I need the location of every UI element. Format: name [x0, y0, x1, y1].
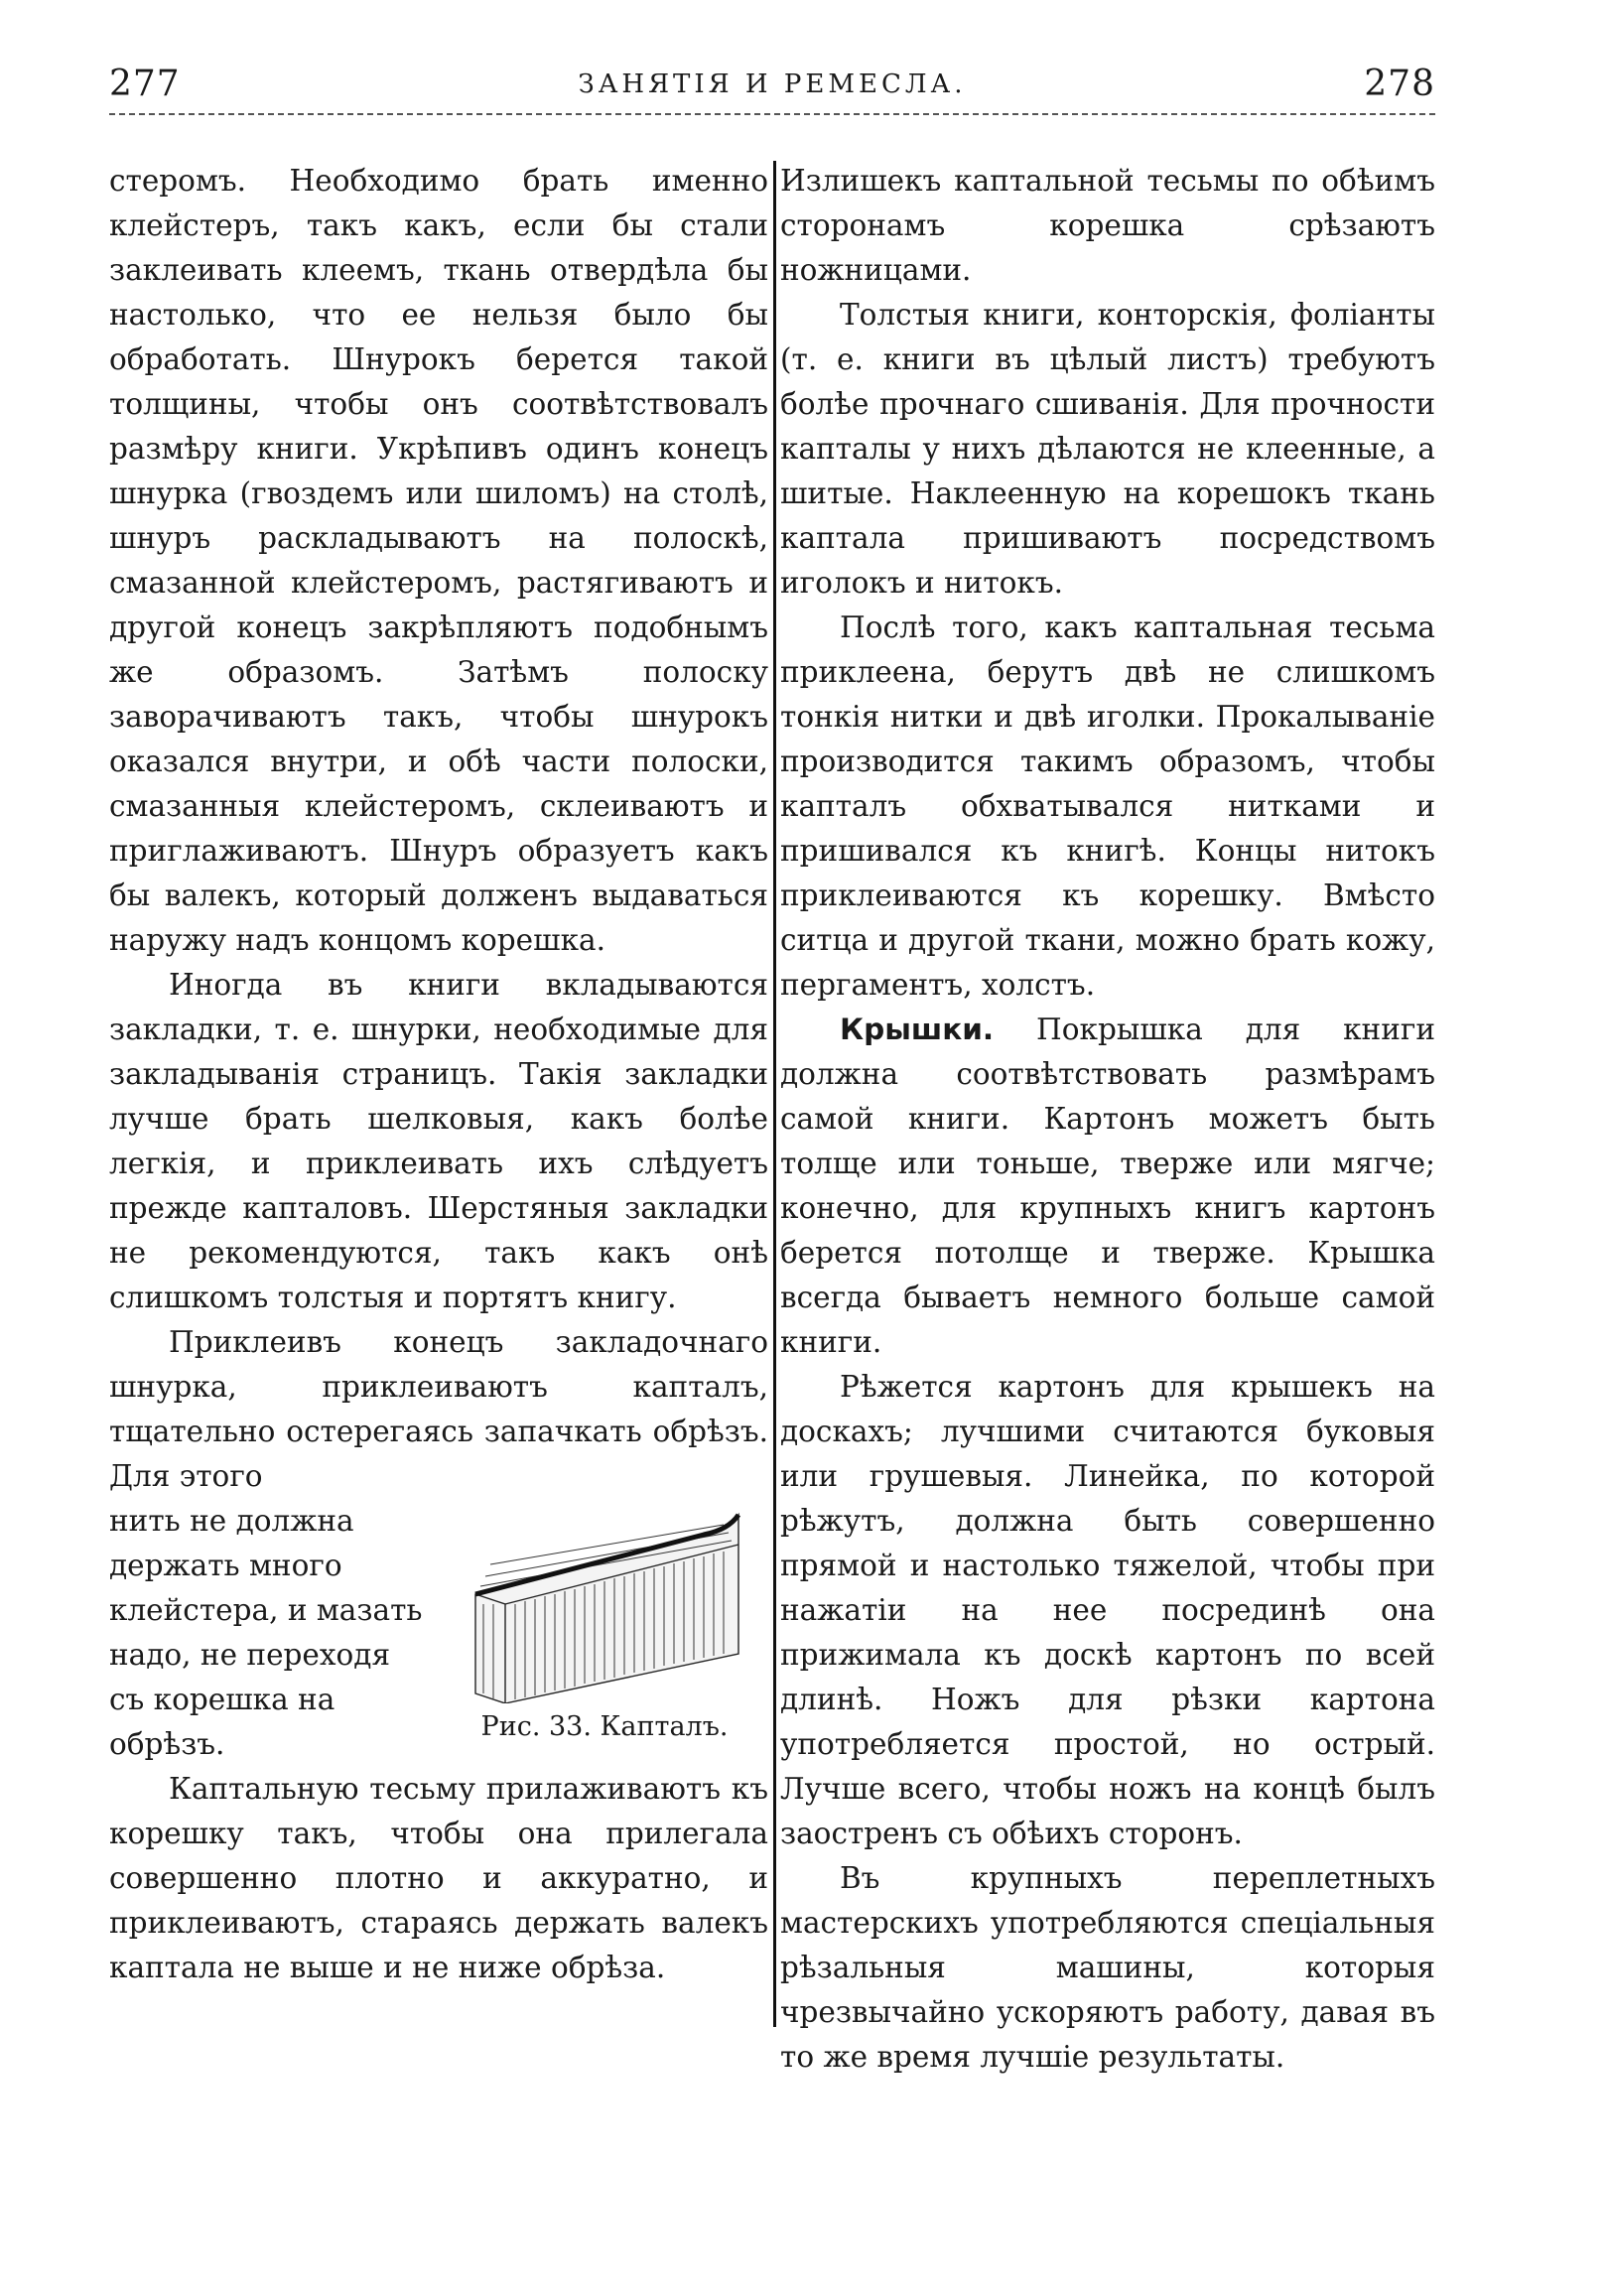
header-rule — [109, 113, 1435, 115]
page-number-right: 278 — [1364, 64, 1435, 104]
paragraph: Послѣ того, какъ каптальная тесьма приклеена, берутъ двѣ не слишкомъ тонкія нитки и двѣ иголки. Прокалываніе производится такимъ образомъ, чтобы капталъ обхватывался нитками и пришивался къ книгѣ. Концы нитокъ приклеиваются къ корешку. Вмѣсто ситца и другой ткани, можно брать кожу, пергаментъ, холстъ. — [780, 610, 1435, 1002]
paragraph: Въ крупныхъ переплетныхъ мастерскихъ употребляются спеціальныя рѣзальныя машины, которыя чрезвычайно ускоряютъ работу, давая въ то же время лучшіе результаты. — [780, 1861, 1435, 2074]
page-number-left: 277 — [109, 64, 181, 104]
paragraph: Толстыя книги, конторскія, фоліанты (т. е. книги въ цѣлый листъ) требуютъ болѣе прочнаго сшиванія. Для прочности капталы у нихъ дѣлаются не клеенные, а шитые. Наклеенную на корешокъ ткань каптала пришиваютъ посредствомъ иголокъ и нитокъ. — [780, 298, 1435, 600]
section-heading: Крышки. — [840, 1013, 995, 1046]
running-title: ЗАНЯТІЯ И РЕМЕСЛА. — [578, 69, 967, 99]
paragraph: Иногда въ книги вкладываются закладки, т. е. шнурки, необходимые для закладыванія страницъ. Такія закладки лучше брать шелковыя, какъ болѣе легкія, и приклеивать ихъ слѣдуетъ прежде капталовъ. Шерстяныя закладки не рекомендуются, такъ какъ онѣ слишкомъ толстыя и портятъ книгу. — [109, 968, 768, 1314]
page-header — [109, 64, 1435, 123]
column-divider — [773, 161, 776, 2027]
right-column — [780, 159, 1435, 2080]
captal-illustration — [456, 1505, 753, 1703]
paragraph: Рѣжется картонъ для крышекъ на доскахъ; лучшими считаются буковыя или грушевыя. Линейка, по которой рѣжутъ, должна быть совершенно прямой и настолько тяжелой, чтобы при нажатіи на нее посрединѣ она прижимала къ доскѣ картонъ по всей длинѣ. Ножъ для рѣзки картона употребляется простой, но острый. Лучше всего, чтобы ножъ на концѣ былъ заостренъ съ обѣихъ сторонъ. — [780, 1370, 1435, 1850]
figure-captal — [441, 1505, 768, 1747]
paragraph: стеромъ. Необходимо брать именно клейстеръ, такъ какъ, если бы стали заклеивать клеемъ, ткань отвердѣла бы настолько, что ее нельзя было бы обработать. Шнурокъ берется такой толщины, чтобы онъ соотвѣтствовалъ размѣру книги. Укрѣпивъ одинъ конецъ шнурка (гвоздемъ или шиломъ) на столѣ, шнуръ раскладываютъ на полоскѣ, смазанной клейстеромъ, растягиваютъ и другой конецъ закрѣпляютъ подобнымъ же образомъ. Затѣмъ полоску заворачиваютъ такъ, чтобы шнурокъ оказался внутри, и обѣ части полоски, смазанныя клейстеромъ, склеиваютъ и приглаживаютъ. Шнуръ образуетъ какъ бы валекъ, который долженъ выдаваться наружу надъ концомъ корешка. — [109, 164, 768, 957]
left-column — [109, 159, 768, 1990]
paragraph: Приклеивъ конецъ закладочнаго шнурка, приклеиваютъ капталъ, тщательно остерегаясь запачкать обрѣзъ. Для этого — [109, 1325, 768, 1493]
paragraph: нить не должна держать много клейстера, и мазать надо, не переходя съ корешка на обрѣзъ. — [109, 1504, 423, 1761]
paragraph-krishki — [780, 1008, 1435, 1365]
paragraph: Каптальную тесьму прилаживаютъ къ корешку такъ, чтобы она прилегала совершенно плотно и аккуратно, и приклеиваютъ, стараясь держать валекъ каптала не выше и не ниже обрѣза. — [109, 1772, 768, 1984]
figure-caption: Рис. 33. Капталъ. — [480, 1711, 729, 1742]
paragraph: Излишекъ каптальной тесьмы по обѣимъ сторонамъ корешка срѣзаютъ ножницами. — [780, 164, 1435, 287]
paragraph-text: Покрышка для книги должна соотвѣтствовать размѣрамъ самой книги. Картонъ можетъ быть толще или тоньше, тверже или мягче; конечно, для крупныхъ книгъ картонъ берется потолще и тверже. Крышка всегда бываетъ немного больше самой книги. — [780, 1013, 1435, 1359]
